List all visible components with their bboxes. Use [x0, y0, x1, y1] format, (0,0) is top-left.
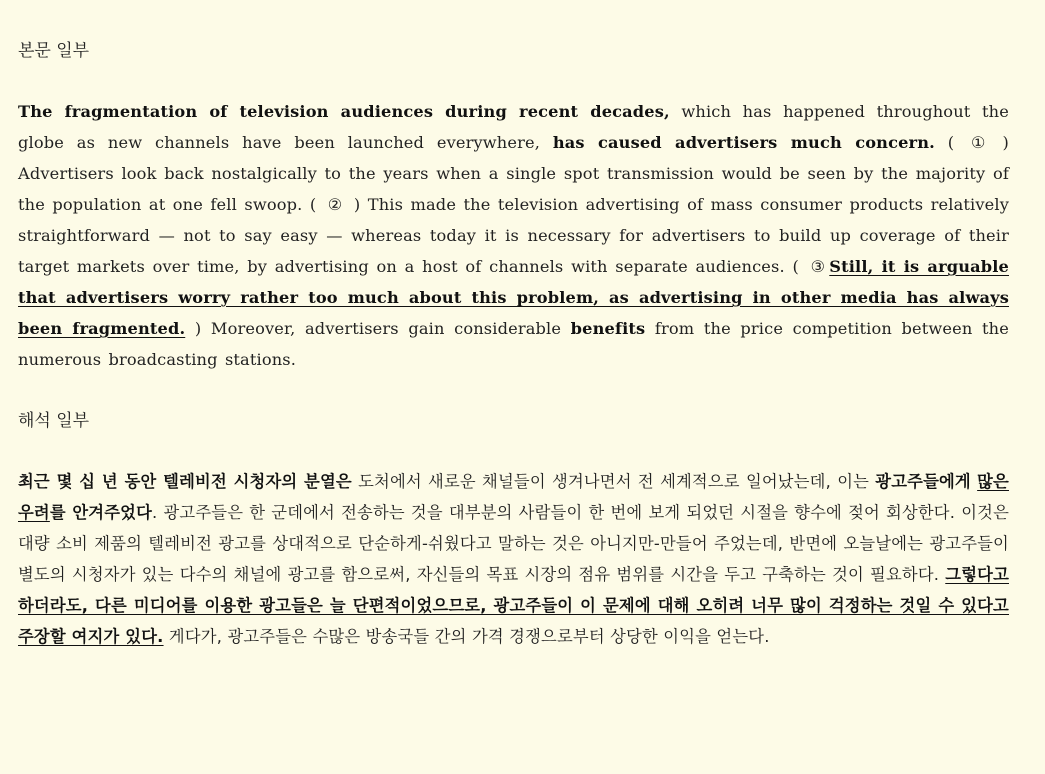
- blank-marker-1: ①: [971, 133, 986, 152]
- blank-close: ): [346, 195, 368, 214]
- text-span: from the price competition between the numerous broadcasting stations.: [18, 319, 1009, 369]
- original-paragraph: [18, 96, 1009, 375]
- text-span: Moreover, advertisers gain considerable: [210, 319, 571, 338]
- translated-inserted-sentence: 그렇다고 하더라도, 다른 미디어를 이용한 광고들은 늘 단편적이었으므로, 광고주들이 이 문제에 대해 오히려 너무 많이 걱정하는 것일 수 있다고 주장할 여지가 있다.: [18, 565, 1009, 646]
- blank-marker-2: ②: [327, 195, 343, 214]
- underlined-phrase: 많은 우려: [18, 472, 1009, 522]
- bold-phrase: has caused advertisers much concern.: [552, 133, 935, 152]
- blank-close: ): [989, 133, 1009, 152]
- blank-open: (: [784, 257, 807, 276]
- translation-paragraph: [18, 466, 1009, 652]
- text-span: 도처에서 새로운 채널들이 생겨나면서 전 세계적으로 일어났는데, 이는: [351, 472, 876, 491]
- inserted-sentence: Still, it is arguable that advertisers worry rather too much about this problem, as advertising in other media has always been fragmented.: [18, 257, 1009, 338]
- text-span: Advertisers look back nostalgically to the years when a single spot transmission would be seen by the majority of the population at one fell swoop.: [18, 164, 1009, 214]
- bold-phrase: The fragmentation of television audiences during recent decades,: [18, 102, 670, 121]
- text-span: 게다가, 광고주들은 수많은 방송국들 간의 가격 경쟁으로부터 상당한 이익을 얻는다.: [163, 627, 770, 646]
- bold-word: benefits: [570, 319, 646, 338]
- blank-open: (: [302, 195, 324, 214]
- translation-heading: 해석 일부: [18, 411, 90, 431]
- bold-phrase: 최근 몇 십 년 동안 텔레비전 시청자의 분열은: [18, 472, 352, 491]
- blank-marker-3: ③: [810, 257, 826, 276]
- bold-phrase: 광고주들에게: [875, 472, 971, 491]
- original-heading: 본문 일부: [18, 41, 90, 61]
- bold-phrase: 를 안겨주었다: [49, 503, 153, 522]
- text-span: which has happened throughout the globe as new channels have been launched everywhere,: [18, 102, 1009, 152]
- text-span: . 광고주들은 한 군데에서 전송하는 것을 대부분의 사람들이 한 번에 보게 되었던 시절을 향수에 젖어 회상한다. 이것은 대량 소비 제품의 텔레비전 광고를 상대적으로 단순하게-쉬웠다고 말하는 것은 아니지만-만들어 주었는데, 반면에 오늘날에는 광고주들이 별도의 시청자가 있는 다수의 채널에 광고를 함으로써, 자신들의 목표 시장의 점유 범위를 시간을 두고 구축하는 것이 필요하다.: [18, 503, 1009, 584]
- text-span: This made the television advertising of mass consumer products relatively straightforward — not to say easy — whereas today it is necessary for advertisers to build up coverage of their target markets over time, by advertising on a host of channels with separate audiences.: [18, 195, 1010, 276]
- blank-close: ): [185, 319, 211, 338]
- blank-open: (: [934, 133, 968, 152]
